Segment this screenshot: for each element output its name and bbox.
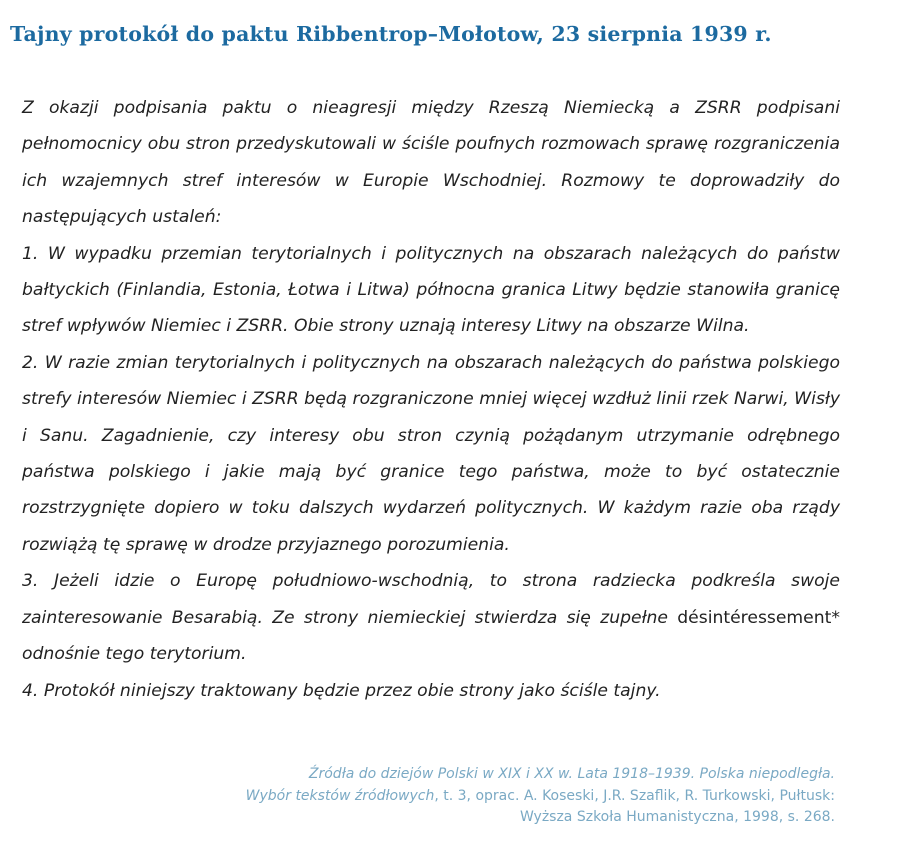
- source-subtitle: Wybór tekstów źródłowych: [245, 787, 435, 804]
- document-title: Tajny protokół do paktu Ribbentrop–Mołotow, 23 sierpnia 1939 r.: [10, 22, 772, 46]
- point-3-foreign-term: désintéressement*: [677, 607, 840, 628]
- source-publisher: Wyższa Szkoła Humanistyczna, 1998, s. 268.: [519, 809, 835, 825]
- point-2-paragraph: 2. W razie zmian terytorialnych i politycznych na obszarach należących do państwa polskiego strefy interesów Niemiec i ZSRR będą rozgraniczone mniej więcej wzdłuż linii rzek Narwi, Wisły i Sanu. Zagadnienie, czy interesy obu stron czynią pożądanym utrzymanie odrębnego państwa polskiego i jakie mają być granice tego państwa, może to być ostatecznie rozstrzygnięte dopiero w toku dalszych wydarzeń politycznych. W każdym razie oba rządy rozwiążą tę sprawę w drodze przyjaznego porozumienia.: [22, 352, 840, 555]
- point-3-paragraph: [22, 563, 840, 672]
- point-3-text-start: 3. Jeżeli idzie o Europę południowo-wschodnią, to strona radziecka podkreśla swoje zainteresowanie Besarabią. Ze strony niemieckiej stwierdza się zupełne: [22, 571, 840, 628]
- source-citation: [115, 764, 835, 829]
- point-4-paragraph: 4. Protokół niniejszy traktowany będzie przez obie strony jako ściśle tajny.: [22, 680, 661, 701]
- source-line-2: [115, 786, 835, 808]
- protocol-text: [22, 90, 840, 709]
- source-editors: , t. 3, oprac. A. Koseski, J.R. Szaflik, R. Turkowski, Pułtusk:: [434, 787, 835, 804]
- source-title: Źródła do dziejów Polski w XIX i XX w. Lata 1918–1939. Polska niepodległa.: [308, 766, 835, 782]
- source-line-3: [115, 807, 835, 829]
- point-1-paragraph: 1. W wypadku przemian terytorialnych i politycznych na obszarach należących do państw bałtyckich (Finlandia, Estonia, Łotwa i Litwa) północna granica Litwy będzie stanowiła granicę stref wpływów Niemiec i ZSRR. Obie strony uznają interesy Litwy na obszarze Wilna.: [22, 243, 840, 337]
- source-line-1: [115, 764, 835, 786]
- intro-paragraph: Z okazji podpisania paktu o nieagresji między Rzeszą Niemiecką a ZSRR podpisani pełnomocnicy obu stron przedyskutowali w ściśle poufnych rozmowach sprawę rozgraniczenia ich wzajemnych stref interesów w Europie Wschodniej. Rozmowy te doprowadziły do następujących ustaleń:: [22, 98, 840, 228]
- point-3-text-end: odnośnie tego terytorium.: [22, 644, 247, 665]
